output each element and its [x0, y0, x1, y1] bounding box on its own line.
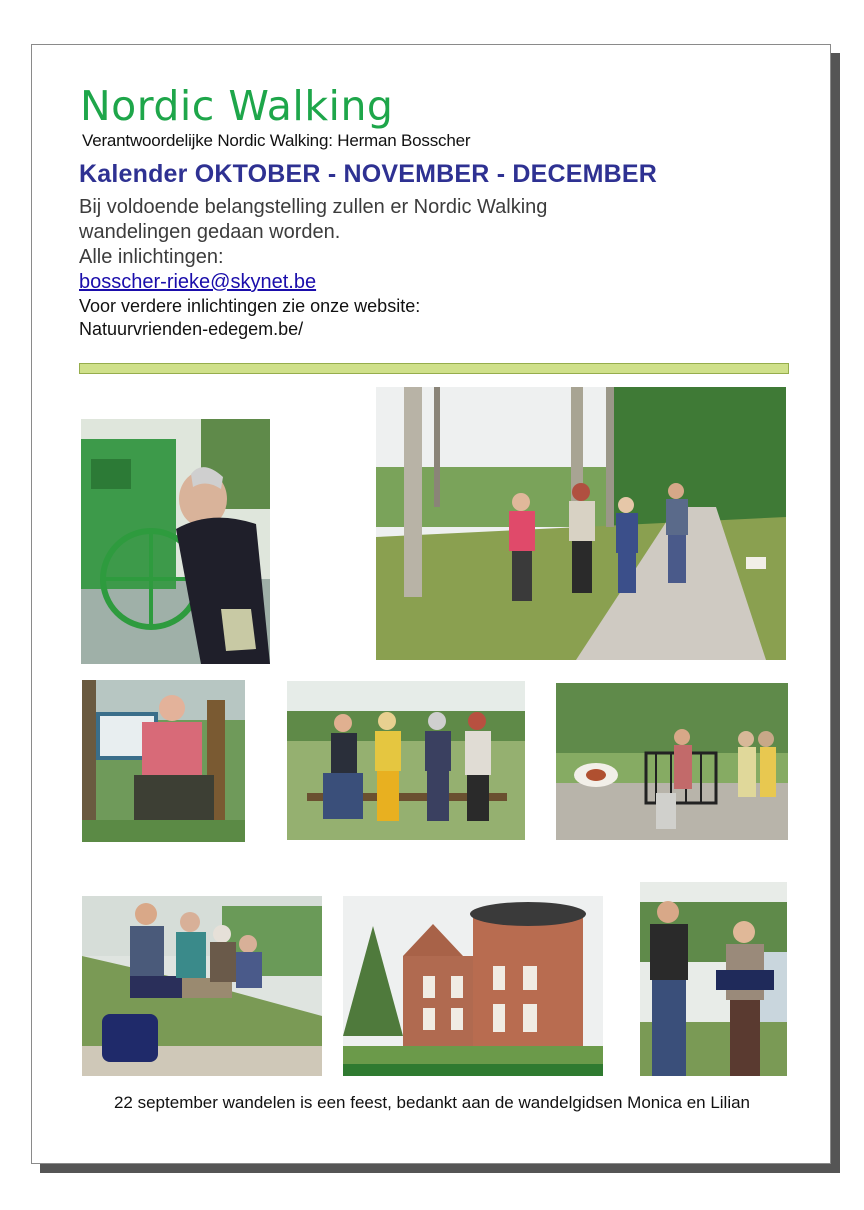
info-line-1: Bij voldoende belangstelling zullen er Nordic Walking [79, 196, 548, 218]
photo-brick-castle [343, 896, 603, 1076]
calendar-info [79, 195, 679, 341]
photo-sitting-group [82, 896, 322, 1076]
email-link[interactable]: bosscher-rieke@skynet.be [79, 271, 317, 293]
photo-group-walking [376, 387, 786, 660]
photo-map-board [82, 680, 245, 842]
page-title: Nordic Walking [80, 82, 394, 130]
photo-gate-dog [556, 683, 788, 840]
info-line-3: Alle inlichtingen: [79, 246, 224, 268]
calendar-heading: Kalender OKTOBER - NOVEMBER - DECEMBER [79, 160, 658, 188]
divider-bar [79, 363, 789, 374]
info-line-2: wandelingen gedaan worden. [79, 221, 341, 243]
website-intro: Voor verdere inlichtingen zie onze website: [79, 296, 421, 316]
responsible-person: Verantwoordelijke Nordic Walking: Herman Bosscher [82, 131, 471, 150]
newsletter-page [31, 44, 831, 1164]
photo-sluice-wheel [81, 419, 270, 664]
photo-bench-group [287, 681, 525, 840]
photo-lake-couple [640, 882, 787, 1076]
photo-caption: 22 september wandelen is een feest, bedankt aan de wandelgidsen Monica en Lilian [113, 1093, 751, 1112]
website-address: Natuurvrienden-edegem.be/ [79, 319, 304, 339]
